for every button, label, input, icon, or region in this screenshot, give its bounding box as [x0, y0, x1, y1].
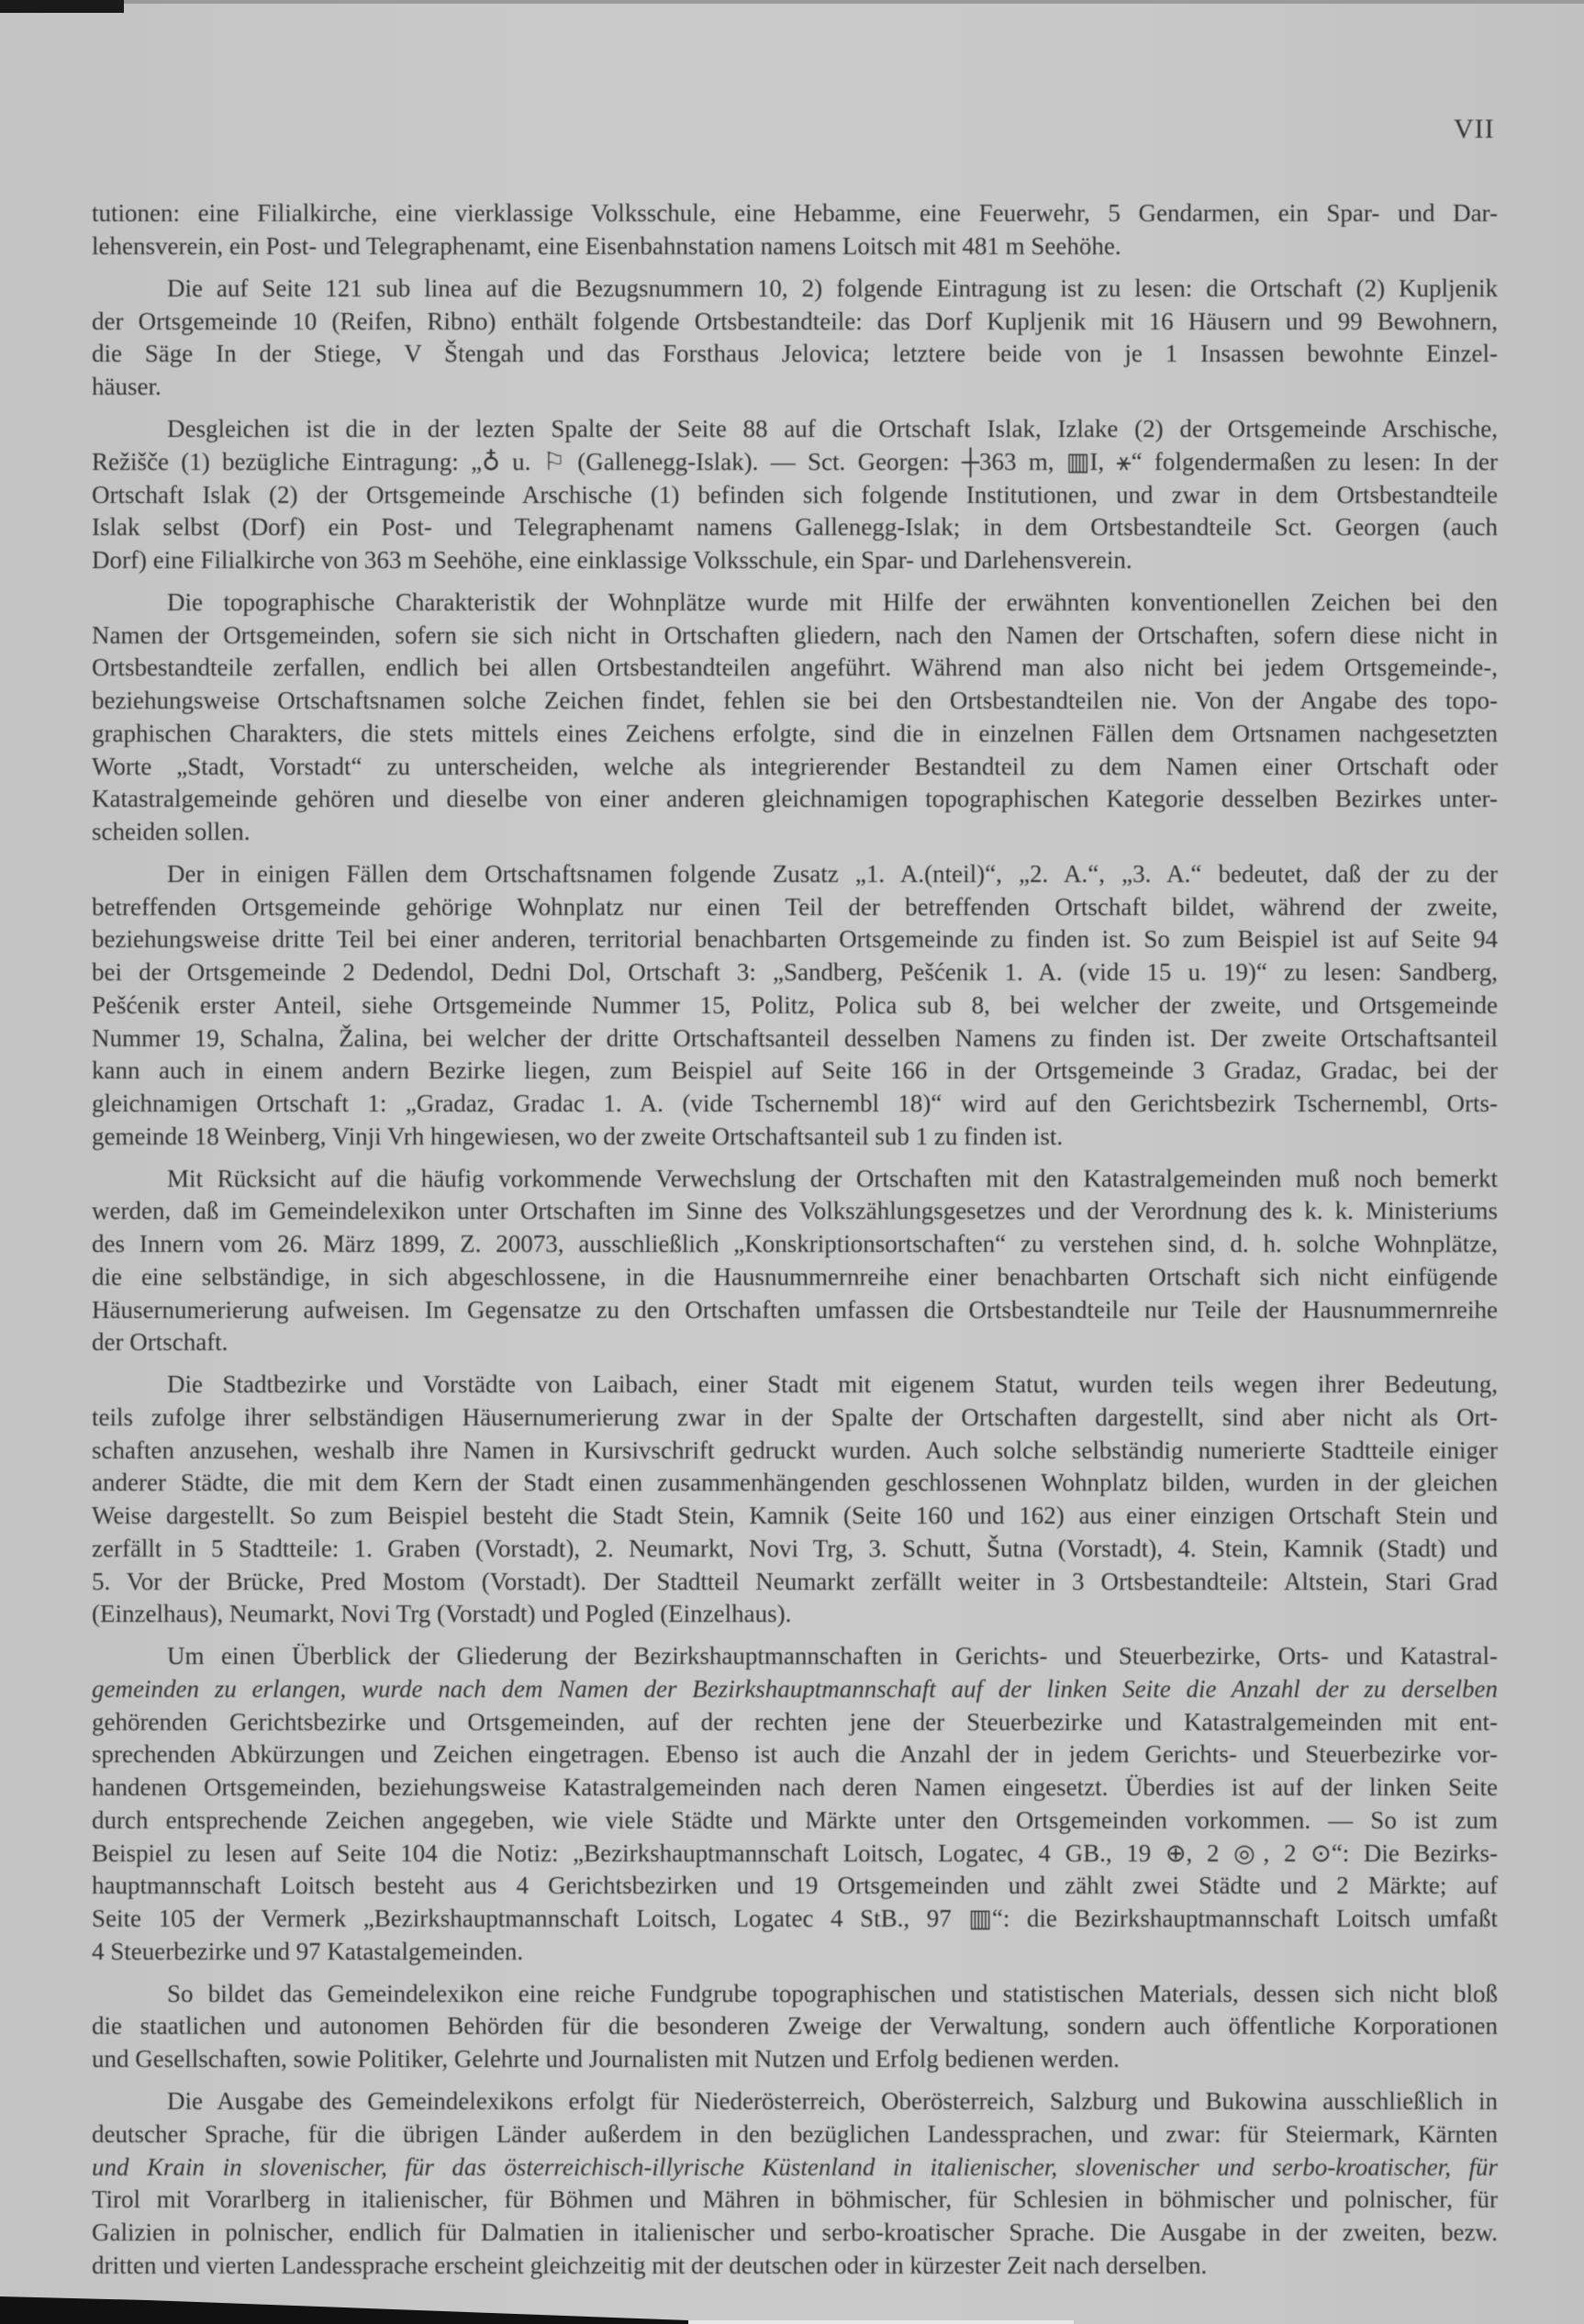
text-line: teils zufolge ihrer selbständigen Häusernumerierung zwar in der Spalte der Ortschaften dargestellt, sind aber nicht als Ort- [92, 1403, 1498, 1432]
paragraph [92, 1640, 1498, 1968]
text-line: kann auch in einem andern Bezirke liegen, zum Beispiel auf Seite 166 in der Ortsgemeinde 3 Gradaz, Gradac, bei der [92, 1056, 1498, 1085]
text-line: tutionen: eine Filialkirche, eine vierklassige Volksschule, eine Hebamme, eine Feuerwehr, 5 Gendarmen, ein Spar- und Dar- [92, 199, 1498, 227]
paragraph [92, 1369, 1498, 1631]
text-line: deutscher Sprache, für die übrigen Länder außerdem in den bezüglichen Landessprachen, und zwar: für Steiermark, Kärnten [92, 2120, 1498, 2148]
text-line: und Gesellschaften, sowie Politiker, Gelehrte und Journalisten mit Nutzen und Erfolg bedienen werden. [92, 2045, 1120, 2073]
text-line: Häusernumerierung aufweisen. Im Gegensatze zu den Ortschaften umfassen die Ortsbestandteile nur Teile der Hausnummernreihe [92, 1295, 1498, 1324]
page-number: VII [1454, 114, 1495, 144]
text-line: beziehungsweise dritte Teil bei einer anderen, territorial benachbarten Ortsgemeinde zu finden ist. So zum Beispiel ist auf Seite 94 [92, 925, 1498, 954]
text-line: die eine selbständige, in sich abgeschlossene, in die Hausnummernreihe einer benachbarten Ortschaft sich nicht einfügende [92, 1262, 1498, 1290]
text-line: Die auf Seite 121 sub linea auf die Bezugsnummern 10, 2) folgende Eintragung ist zu lesen: die Ortschaft (2) Kupljenik [167, 274, 1498, 302]
text-line: hauptmannschaft Loitsch besteht aus 4 Gerichtsbezirken und 19 Ortsgemeinden und zählt zwei Städte und 2 Märkte; auf [92, 1871, 1498, 1900]
text-line: Die Ausgabe des Gemeindelexikons erfolgt für Niederösterreich, Oberösterreich, Salzburg und Bukowina ausschließlich in [167, 2087, 1498, 2116]
text-line: Der in einigen Fällen dem Ortschaftsnamen folgende Zusatz „1. A.(nteil)“, „2. A.“, „3. A.“ bedeutet, daß der zu der [167, 860, 1498, 888]
text-line: häuser. [92, 372, 162, 400]
paragraph [92, 858, 1498, 1153]
text-line: graphischen Charakters, die stets mittels eines Zeichens erfolgte, sind die in einzelnen Fällen dem Ortsnamen nachgesetzten [92, 719, 1498, 747]
text-line: sprechenden Abkürzungen und Zeichen eingetragen. Ebenso ist auch die Anzahl der in jedem Gerichts- und Steuerbezirke vor- [92, 1740, 1498, 1769]
paragraph [92, 1978, 1498, 2076]
text-line: gemeinden zu erlangen, wurde nach dem Namen der Bezirkshauptmannschaft auf der linken Seite die Anzahl der zu derselben [92, 1675, 1498, 1704]
text-line: Nummer 19, Schalna, Žalina, bei welcher der dritte Ortschaftsanteil desselben Namens zu finden ist. Der zweite Ortschaftsanteil [92, 1023, 1498, 1052]
text-line: Desgleichen ist die in der lezten Spalte der Seite 88 auf die Ortschaft Islak, Izlake (2) der Ortsgemeinde Arschische, [167, 415, 1498, 443]
scan-edge-top-shadow [124, 0, 1584, 4]
text-line: schaften anzusehen, weshalb ihre Namen in Kursivschrift gedruckt wurden. Auch solche selbständig numerierte Stadtteile einiger [92, 1436, 1498, 1464]
text-line: Islak selbst (Dorf) ein Post- und Telegraphenamt namens Gallenegg-Islak; in dem Ortsbestandteile Sct. Georgen (auch [92, 513, 1498, 542]
text-line: anderer Städte, die mit dem Kern der Stadt einen zusammenhängenden geschlossenen Wohnplatz bilden, wurden in der gleichen [92, 1469, 1498, 1497]
text-line: Worte „Stadt, Vorstadt“ zu unterscheiden, welche als integrierender Bestandteil zu dem Namen einer Ortschaft oder [92, 752, 1498, 780]
text-line: Ortsbestandteile zerfallen, endlich bei allen Ortsbestandteilen angeführt. Während man also nicht bei jedem Ortsgemeinde-, [92, 654, 1498, 682]
text-line: Namen der Ortsgemeinden, sofern sie sich nicht in Ortschaften gliedern, nach den Namen der Ortschaften, sofern diese nicht in [92, 620, 1498, 649]
text-line: Galizien in polnischer, endlich für Dalmatien in italienischer und serbo-kroatischer Sprache. Die Ausgabe in der zweiten, bezw. [92, 2218, 1498, 2247]
text-line: Dorf) eine Filialkirche von 363 m Seehöhe, eine einklassige Volksschule, ein Spar- und Darlehensverein. [92, 545, 1132, 574]
text-line: dritten und vierten Landessprache erscheint gleichzeitig mit der deutschen oder in kürzester Zeit nach derselben. [92, 2251, 1208, 2279]
text-line: Seite 105 der Vermerk „Bezirkshauptmannschaft Loitsch, Logatec 4 StB., 97 ▥“: die Bezirkshauptmannschaft Loitsch umfaßt [92, 1904, 1498, 1932]
text-line: Die Stadtbezirke und Vorstädte von Laibach, einer Stadt mit eigenem Statut, wurden teils wegen ihrer Bedeutung, [167, 1370, 1498, 1399]
text-line: gehörenden Gerichtsbezirke und Ortsgemeinden, auf der rechten jene der Steuerbezirke und Katastralgemeinden mit ent- [92, 1707, 1498, 1736]
scan-edge-bottom [0, 2287, 1584, 2324]
text-line: Beispiel zu lesen auf Seite 104 die Notiz: „Bezirkshauptmannschaft Loitsch, Logatec, 4 GB., 19 ⊕, 2 ◎, 2 ⊙“: Die Bezirks- [92, 1838, 1498, 1867]
text-line: Die topographische Charakteristik der Wohnplätze wurde mit Hilfe der erwähnten konventionellen Zeichen bei den [167, 588, 1498, 617]
text-line: der Ortschaft. [92, 1328, 229, 1357]
text-line: 4 Steuerbezirke und 97 Katastalgemeinden. [92, 1937, 524, 1965]
paragraph [92, 273, 1498, 404]
text-line: lehensverein, ein Post- und Telegraphenamt, eine Eisenbahnstation namens Loitsch mit 481 m Seehöhe. [92, 231, 1121, 260]
text-line: Um einen Überblick der Gliederung der Bezirkshauptmannschaften in Gerichts- und Steuerbezirke, Orts- und Katastral- [167, 1642, 1498, 1670]
paragraph [92, 2085, 1498, 2282]
text-line: Ortschaft Islak (2) der Ortsgemeinde Arschische (1) befinden sich folgende Institutionen, und zwar in dem Ortsbestandteile [92, 480, 1498, 508]
text-line: bei der Ortsgemeinde 2 Dedendol, Dedni Dol, Ortschaft 3: „Sandberg, Pešćenik 1. A. (vide 15 u. 19)“ zu lesen: Sandberg, [92, 958, 1498, 987]
paragraph [92, 197, 1498, 263]
text-line: die Säge In der Stiege, V Štengah und das Forsthaus Jelovica; letztere beide von je 1 Insassen bewohnte Einzel- [92, 340, 1498, 368]
text-line: Mit Rücksicht auf die häufig vorkommende Verwechslung der Ortschaften mit den Katastralgemeinden muß noch bemerkt [167, 1164, 1498, 1192]
text-line: scheiden sollen. [92, 817, 251, 845]
text-line: betreffenden Ortsgemeinde gehörige Wohnplatz nur einen Teil der betreffenden Ortschaft bildet, während der zweite, [92, 892, 1498, 921]
text-line: werden, daß im Gemeindelexikon unter Ortschaften im Sinne des Volkszählungsgesetzes und der Verordnung des k. k. Ministeriums [92, 1197, 1498, 1225]
text-line: der Ortsgemeinde 10 (Reifen, Ribno) enthält folgende Ortsbestandteile: das Dorf Kupljenik mit 16 Häusern und 99 Bewohnern, [92, 307, 1498, 335]
text-line: beziehungsweise Ortschaftsnamen solche Zeichen findet, fehlen sie bei den Ortsbestandteilen nie. Von der Angabe des topo- [92, 687, 1498, 715]
text-line: gemeinde 18 Weinberg, Vinji Vrh hingewiesen, wo der zweite Ortschaftsanteil sub 1 zu finden ist. [92, 1122, 1064, 1150]
text-line: handenen Ortsgemeinden, beziehungsweise Katastralgemeinden nach deren Namen eingesetzt. Überdies ist auf der linken Seite [92, 1773, 1498, 1802]
text-line: und Krain in slovenischer, für das österreichisch-illyrische Küstenland in italienischer, slovenischer und serbo-kroatischer, für [92, 2152, 1498, 2181]
scan-edge-top [0, 0, 124, 13]
text-line: Weise dargestellt. So zum Beispiel besteht die Stadt Stein, Kamnik (Seite 160 und 162) aus einer einzigen Ortschaft Stein und [92, 1502, 1498, 1530]
text-line: des Innern vom 26. März 1899, Z. 20073, ausschließlich „Konskriptionsortschaften“ zu verstehen sind, d. h. solche Wohnplätze, [92, 1230, 1498, 1258]
text-line: die staatlichen und autonomen Behörden für die besonderen Zweige der Verwaltung, sondern auch öffentliche Korporationen [92, 2012, 1498, 2040]
text-line: Katastralgemeinde gehören und dieselbe von einer anderen gleichnamigen topographischen Kategorie desselben Bezirkes unter- [92, 785, 1498, 813]
text-line: gleichnamigen Ortschaft 1: „Gradaz, Gradac 1. A. (vide Tschernembl 18)“ wird auf den Gerichtsbezirk Tschernembl, Orts- [92, 1089, 1498, 1117]
paragraph [92, 1163, 1498, 1359]
text-line: zerfällt in 5 Stadtteile: 1. Graben (Vorstadt), 2. Neumarkt, Novi Trg, 3. Schutt, Šutna (Vorstadt), 4. Stein, Kamnik (Stadt) und [92, 1534, 1498, 1562]
paragraph [92, 587, 1498, 849]
text-line: 5. Vor der Brücke, Pred Mostom (Vorstadt). Der Stadtteil Neumarkt zerfällt weiter in 3 Ortsbestandteile: Altstein, Stari Grad [92, 1567, 1498, 1595]
text-line: Tirol mit Vorarlberg in italienischer, für Böhmen und Mähren in böhmischer, für Schlesien in böhmischer und polnischer, für [92, 2185, 1498, 2214]
text-line: (Einzelhaus), Neumarkt, Novi Trg (Vorstadt) und Pogled (Einzelhaus). [92, 1600, 792, 1628]
text-line: durch entsprechende Zeichen angegeben, wie viele Städte und Märkte unter den Ortsgemeinden vorkommen. — So ist zum [92, 1805, 1498, 1834]
paragraph [92, 413, 1498, 576]
text-line: Režišče (1) bezügliche Eintragung: „♁ u. ⚐ (Gallenegg-Islak). — Sct. Georgen: ┼363 m, ▥I, ⚹“ folgendermaßen zu lesen: In der [92, 447, 1498, 475]
document-body [92, 197, 1498, 2282]
text-line: So bildet das Gemeindelexikon eine reiche Fundgrube topographischen und statistischen Materials, dessen sich nicht bloß [167, 1979, 1498, 2007]
text-line: Pešćenik erster Anteil, siehe Ortsgemeinde Nummer 15, Politz, Polica sub 8, bei welcher der zweite, und Ortsgemeinde [92, 990, 1498, 1019]
